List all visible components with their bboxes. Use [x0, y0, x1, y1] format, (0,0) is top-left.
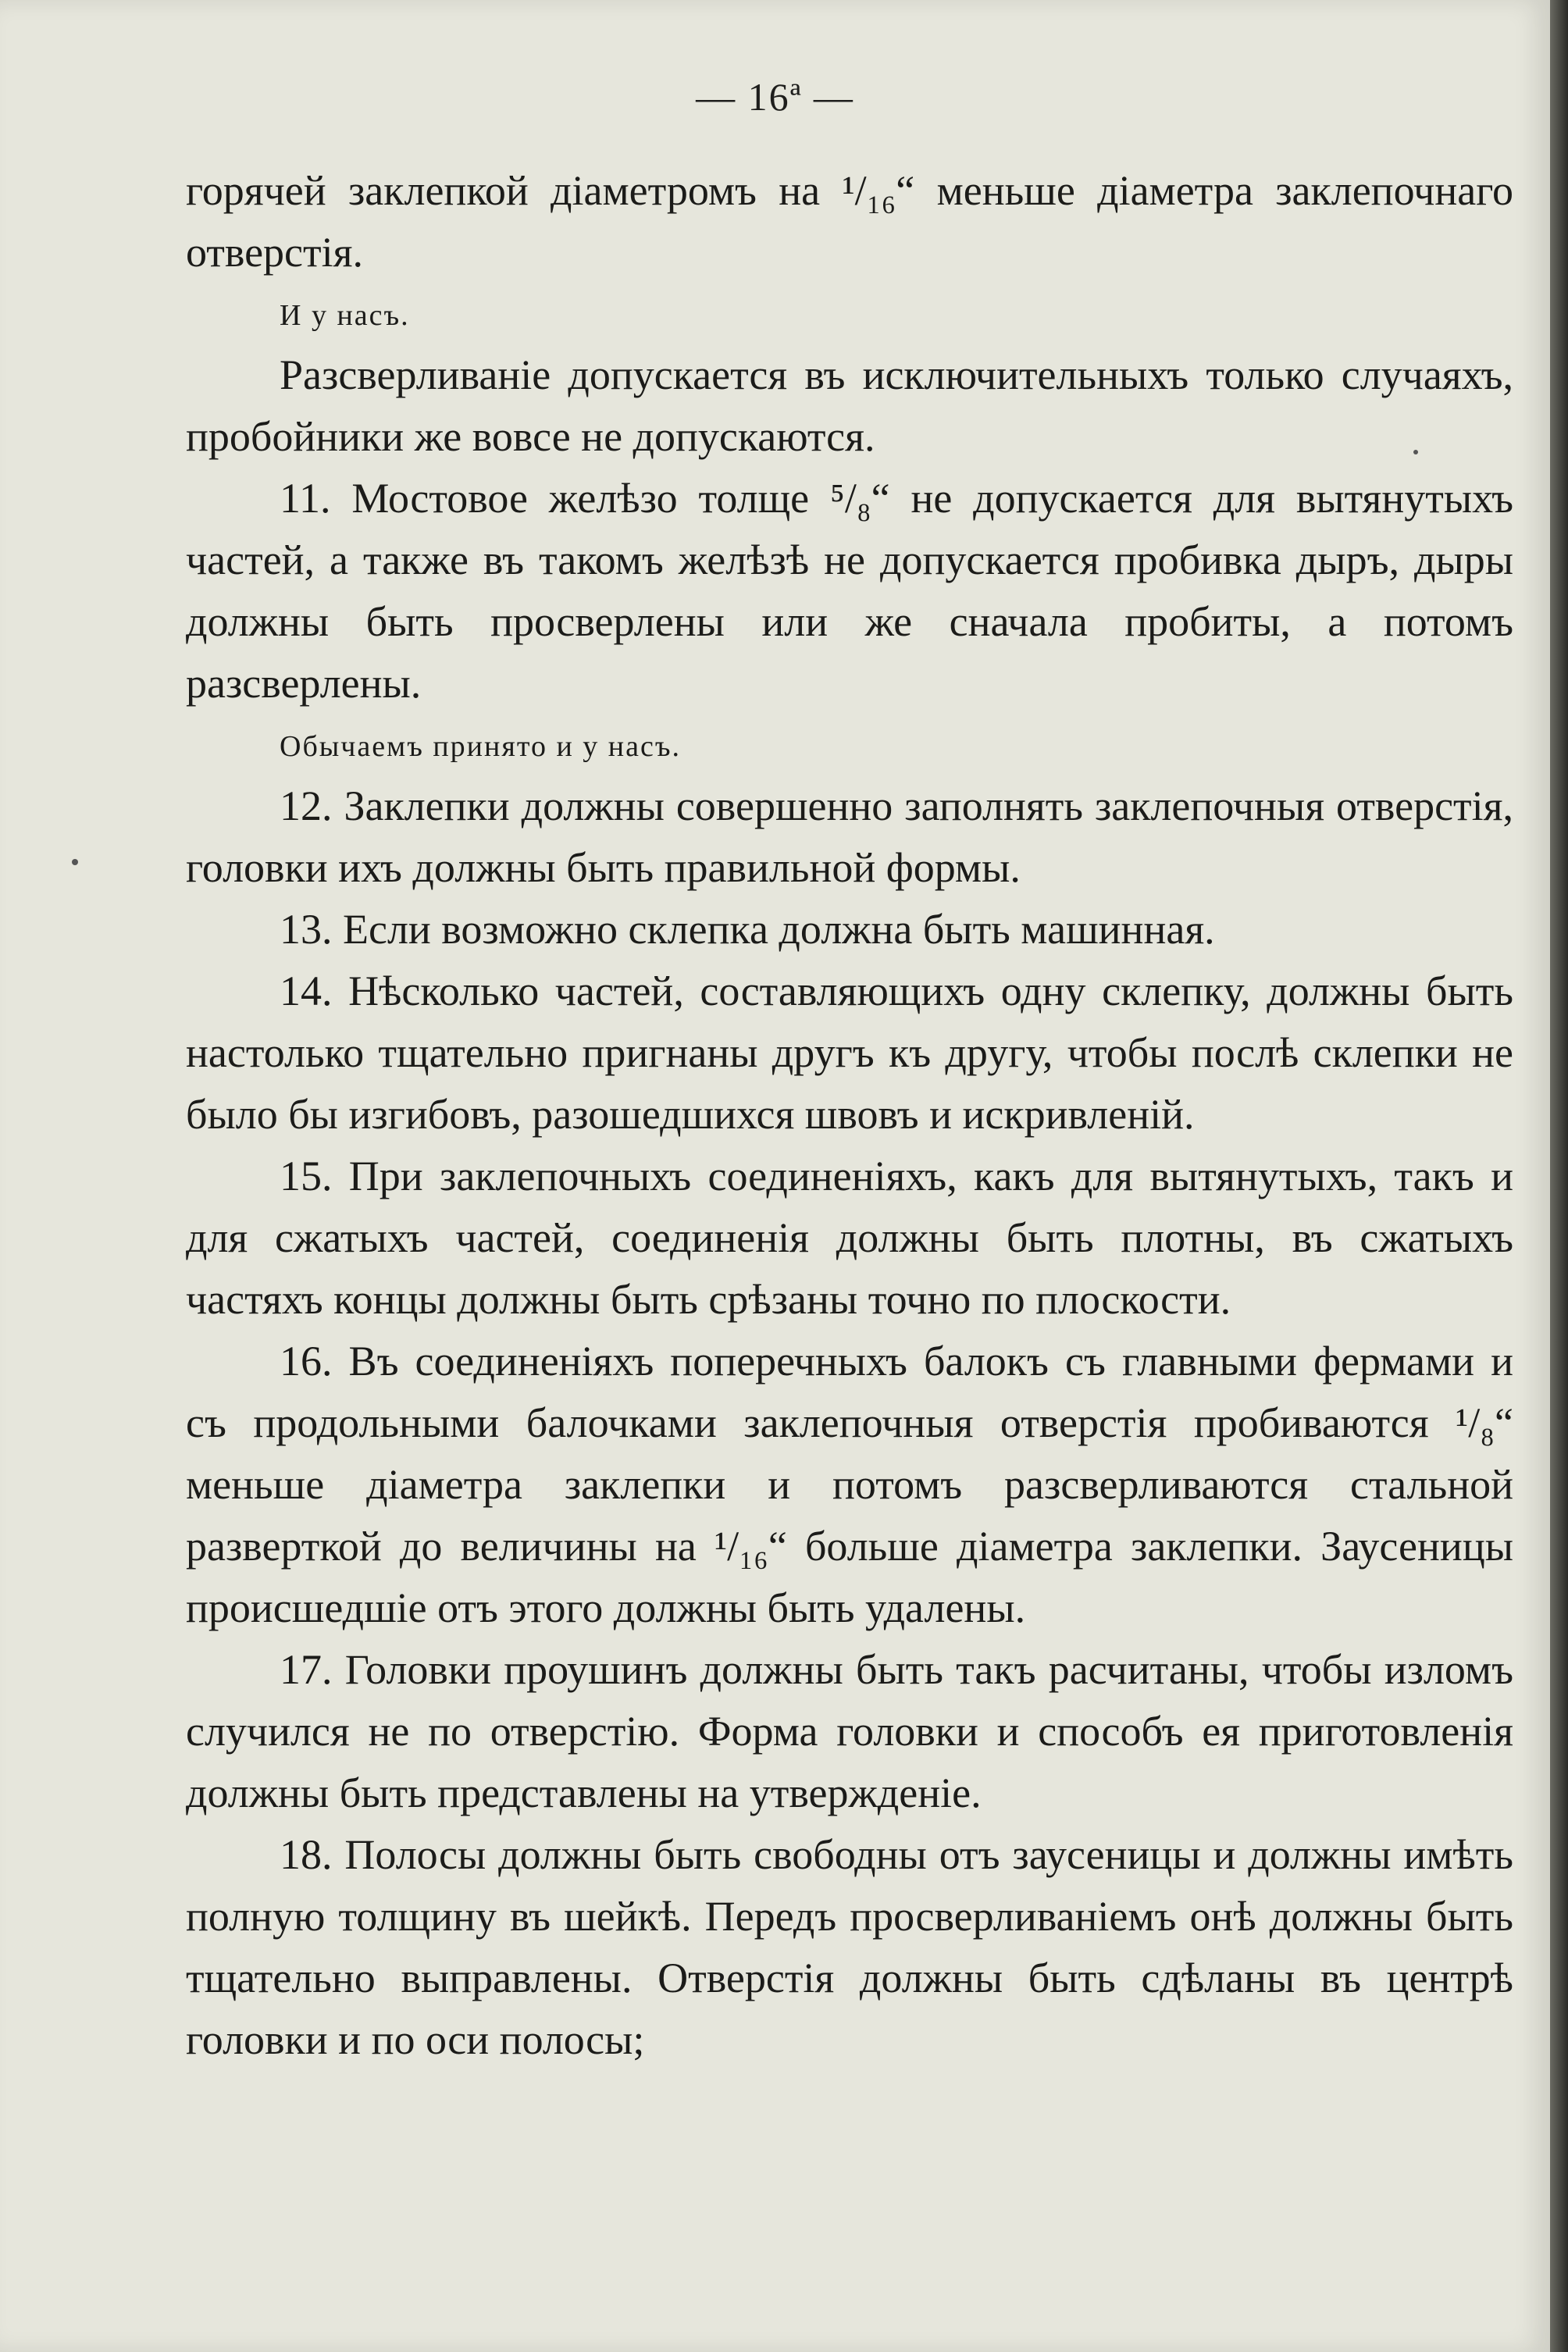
page-number: — 16ª — — [696, 75, 854, 119]
note-line: Обычаемъ принято и у насъ. — [280, 730, 681, 763]
paragraph-item-11: 11. Мостовое желѣзо толще ⁵/₈“ не допускается для вытянутыхъ частей, а также въ такомъ желѣзѣ не допускается пробивка дыръ, дыры должны быть просверлены или же сначала пробиты, а потомъ разсверлены. — [186, 475, 1513, 707]
paragraph-continuation: горячей заклепкой діаметромъ на ¹/₁₆“ меньше діаметра заклепочнаго отверстія. — [186, 167, 1513, 276]
paragraph-reaming: Разсверливаніе допускается въ исключительныхъ только случаяхъ, пробойники же вовсе не допускаются. — [186, 351, 1513, 460]
paper-speck — [1413, 450, 1418, 454]
paragraph-item-18: 18. Полосы должны быть свободны отъ заусеницы и должны имѣть полную толщину въ шейкѣ. Передъ просверливаніемъ онѣ должны быть тщательно выправлены. Отверстія должны быть сдѣланы въ центрѣ головки и по оси полосы; — [186, 1831, 1513, 2063]
body-text — [186, 160, 1513, 2071]
paper-speck — [72, 859, 78, 865]
paragraph-item-15: 15. При заклепочныхъ соединеніяхъ, какъ для вытянутыхъ, такъ и для сжатыхъ частей, соединенія должны быть плотны, въ сжатыхъ частяхъ концы должны быть срѣзаны точно по плоскости. — [186, 1153, 1513, 1323]
paragraph-item-16: 16. Въ соединеніяхъ поперечныхъ балокъ съ главными фермами и съ продольными балочками заклепочныя отверстія пробиваются ¹/₈“ меньше діаметра заклепки и потомъ разсверливаются стальной разверткой до величины на ¹/₁₆“ больше діаметра заклепки. Заусеницы происшедшіе отъ этого должны быть удалены. — [186, 1338, 1513, 1631]
page-edge — [1550, 0, 1568, 2352]
paragraph-item-13: 13. Если возможно склепка должна быть машинная. — [280, 906, 1215, 953]
paragraph-item-17: 17. Головки проушинъ должны быть такъ расчитаны, чтобы изломъ случился не по отверстію. Форма головки и способъ ея приготовленія должны быть представлены на утвержденіе. — [186, 1646, 1513, 1816]
paragraph-item-12: 12. Заклепки должны совершенно заполнять заклепочныя отверстія, головки ихъ должны быть правильной формы. — [186, 782, 1513, 891]
paragraph-item-14: 14. Нѣсколько частей, составляющихъ одну склепку, должны быть настолько тщательно пригнаны другъ къ другу, чтобы послѣ склепки не было бы изгибовъ, разошедшихся швовъ и искривленій. — [186, 968, 1513, 1138]
note-line: И у насъ. — [280, 299, 410, 332]
